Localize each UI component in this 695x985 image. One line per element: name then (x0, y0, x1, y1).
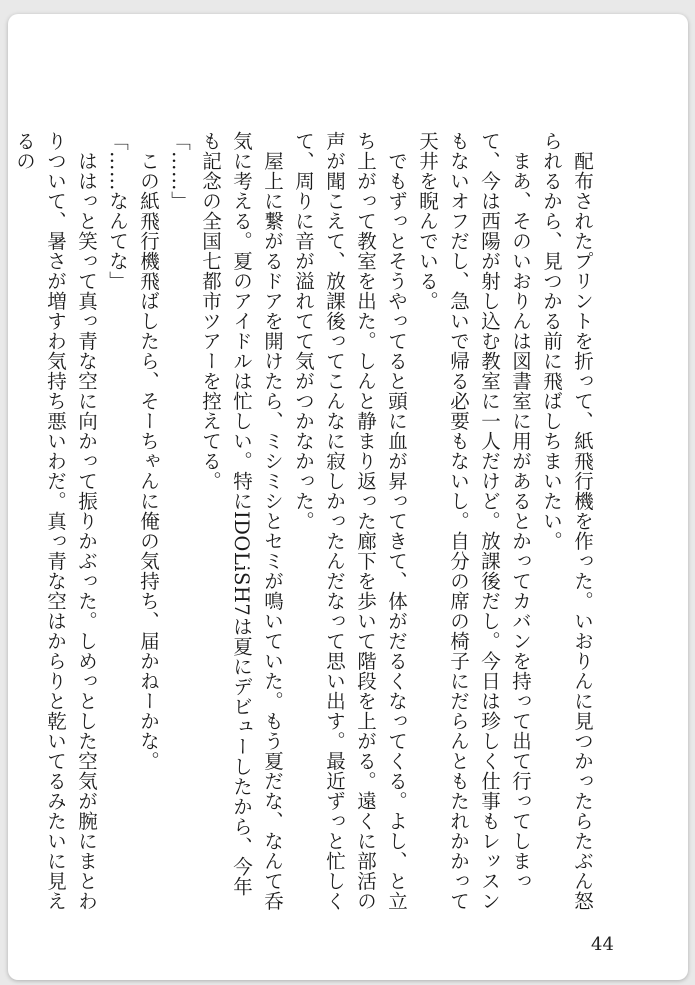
vertical-text-block (13, 131, 598, 911)
paragraph: 配布されたプリントを折って、紙飛行機を作った。いおりんに見つかったらたぶん怒られるから、見つかる前に飛ばしちまいたい。 (540, 131, 594, 911)
paragraph: でもずっとそうやってると頭に血が昇ってきて、体がだるくなってくる。よし、と立ち上がって教室を出た。しんと静まり返った廊下を歩いて階段を上がる。遠くに部活の声が聞こえて、放課後ってこんなに寂しかったんだなって思い出す。最近ずっと忙しくて、周りに音が溢れてて気がつかなかった。 (292, 131, 408, 911)
book-page (8, 14, 688, 980)
dialogue-line: 「……」 (168, 131, 191, 211)
dialogue-line: 「……なんてな」 (106, 131, 129, 291)
paragraph: まあ、そのいおりんは図書室に用があるとかってカバンを持って出て行ってしまって、今は西陽が射し込む教室に一人だけど。放課後だし。今日は珍しく仕事もレッスンもないオフだし、急いで帰る必要もないし。自分の席の椅子にだらんともたれかかって天井を睨んでいる。 (416, 131, 532, 911)
paragraph: ははっと笑って真っ青な空に向かって振りかぶった。しめっとした空気が腕にまとわりついて、暑さが増すわ気持ち悪いわだ。真っ青な空はからりと乾いてるみたいに見えるの (13, 131, 98, 911)
page-number: 44 (591, 934, 614, 955)
paragraph: この紙飛行機飛ばしたら、そーちゃんに俺の気持ち、届かねーかな。 (137, 150, 160, 771)
paragraph: 屋上に繋がるドアを開けたら、ミシミシとセミが鳴いていた。もう夏だな、なんて呑気に考える。夏のアイドルは忙しい。特にIDOLiSH7は夏にデビューしたから、今年も記念の全国七都市ツアーを控えてる。 (199, 131, 284, 911)
